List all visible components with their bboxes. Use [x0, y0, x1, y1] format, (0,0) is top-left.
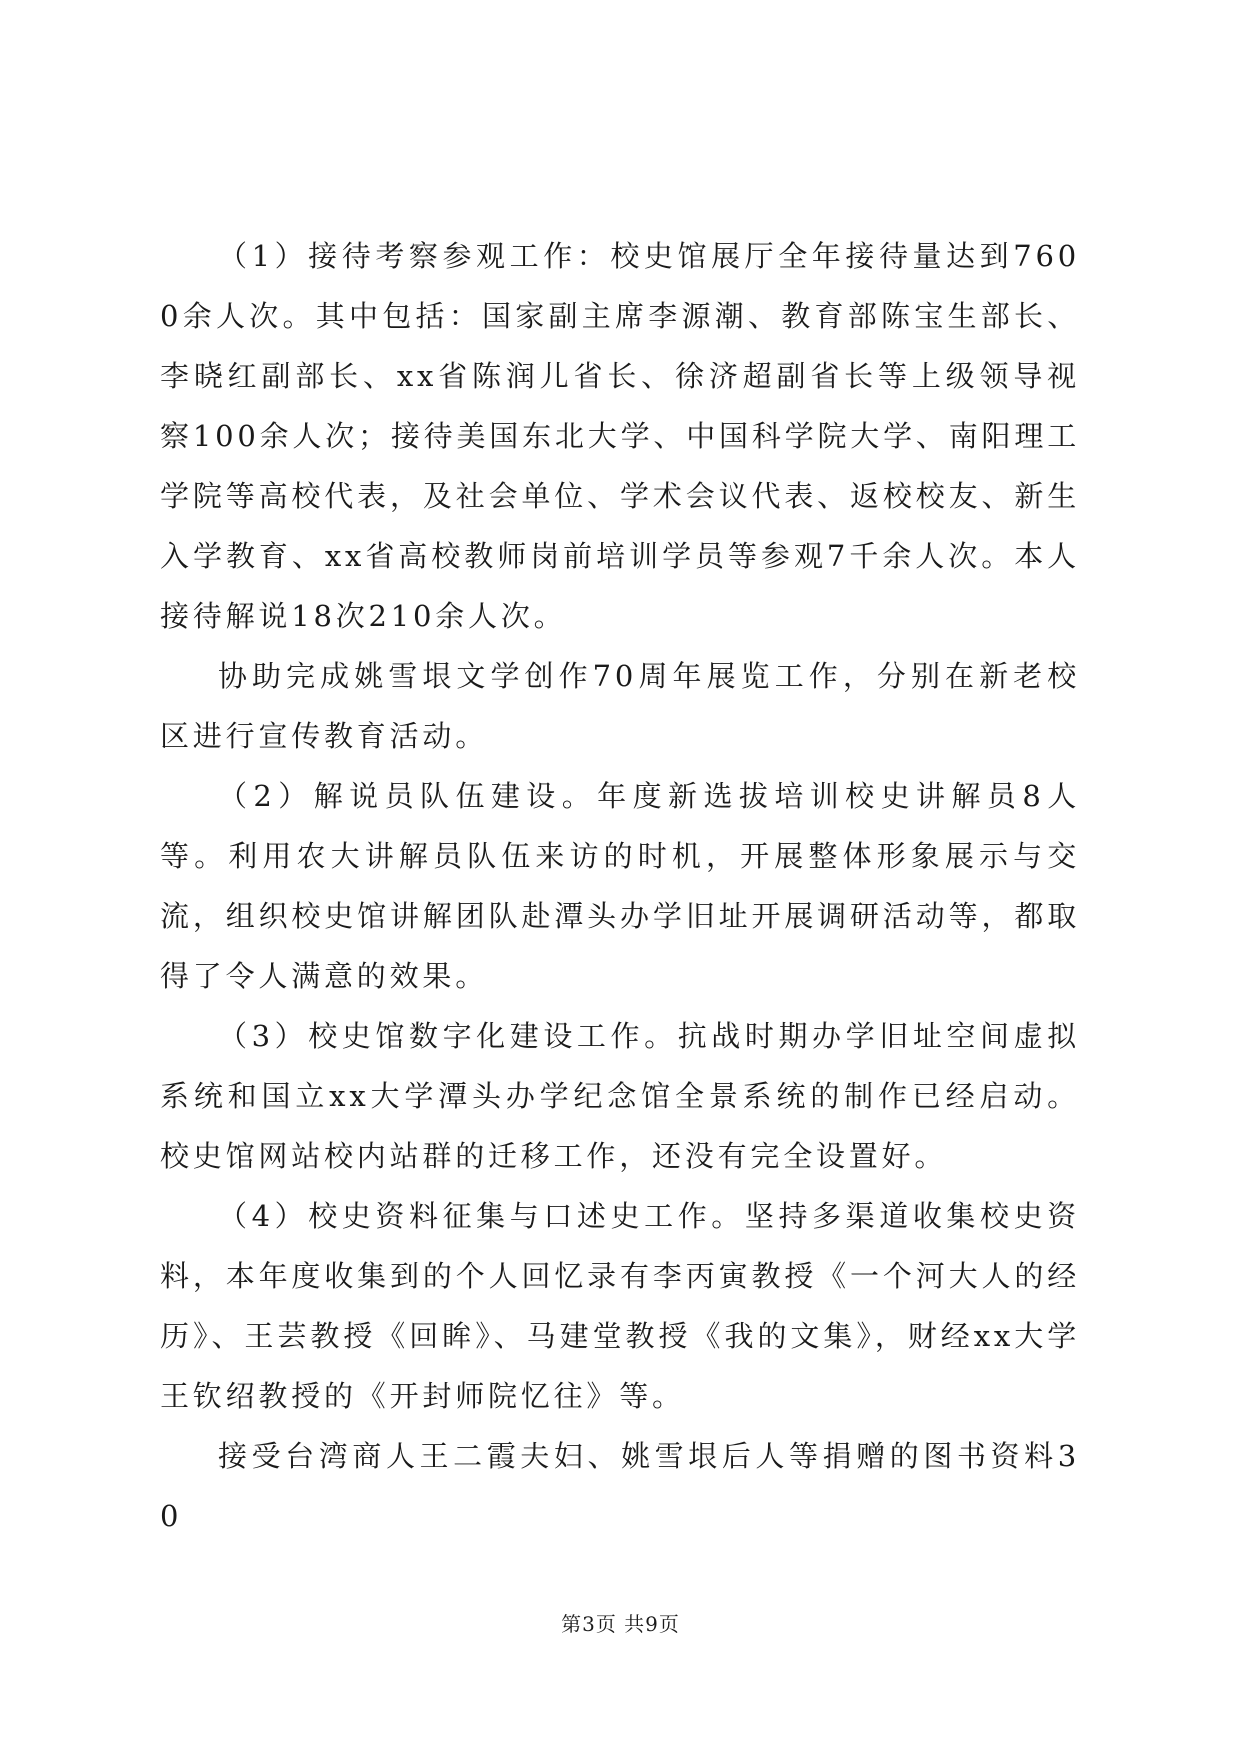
paragraph-exhibition: 协助完成姚雪垠文学创作70周年展览工作，分别在新老校区进行宣传教育活动。: [160, 659, 1080, 753]
paragraph-digitalization: （3）校史馆数字化建设工作。抗战时期办学旧址空间虚拟系统和国立xx大学潭头办学纪念馆全景系统的制作已经启动。校史馆网站校内站群的迁移工作，还没有完全设置好。: [160, 1019, 1080, 1173]
page-number-footer: 第3页 共9页: [561, 1612, 680, 1636]
paragraph-reception-work: （1）接待考察参观工作：校史馆展厅全年接待量达到7600余人次。其中包括：国家副主席李源潮、教育部陈宝生部长、李晓红副部长、xx省陈润儿省长、徐济超副省长等上级领导视察100余人次；接待美国东北大学、中国科学院大学、南阳理工学院等高校代表，及社会单位、学术会议代表、返校校友、新生入学教育、xx省高校教师岗前培训学员等参观7千余人次。本人接待解说18次210余人次。: [160, 239, 1080, 633]
document-body: [160, 226, 1080, 1546]
paragraph-guide-team: （2）解说员队伍建设。年度新选拔培训校史讲解员8人等。利用农大讲解员队伍来访的时机，开展整体形象展示与交流，组织校史馆讲解团队赴潭头办学旧址开展调研活动等，都取得了令人满意的效果。: [160, 779, 1080, 993]
paragraph-archive-collection: （4）校史资料征集与口述史工作。坚持多渠道收集校史资料，本年度收集到的个人回忆录有李丙寅教授《一个河大人的经历》、王芸教授《回眸》、马建堂教授《我的文集》，财经xx大学王钦绍教授的《开封师院忆往》等。: [160, 1199, 1080, 1413]
paragraph-donations: 接受台湾商人王二霞夫妇、姚雪垠后人等捐赠的图书资料30: [160, 1439, 1080, 1533]
